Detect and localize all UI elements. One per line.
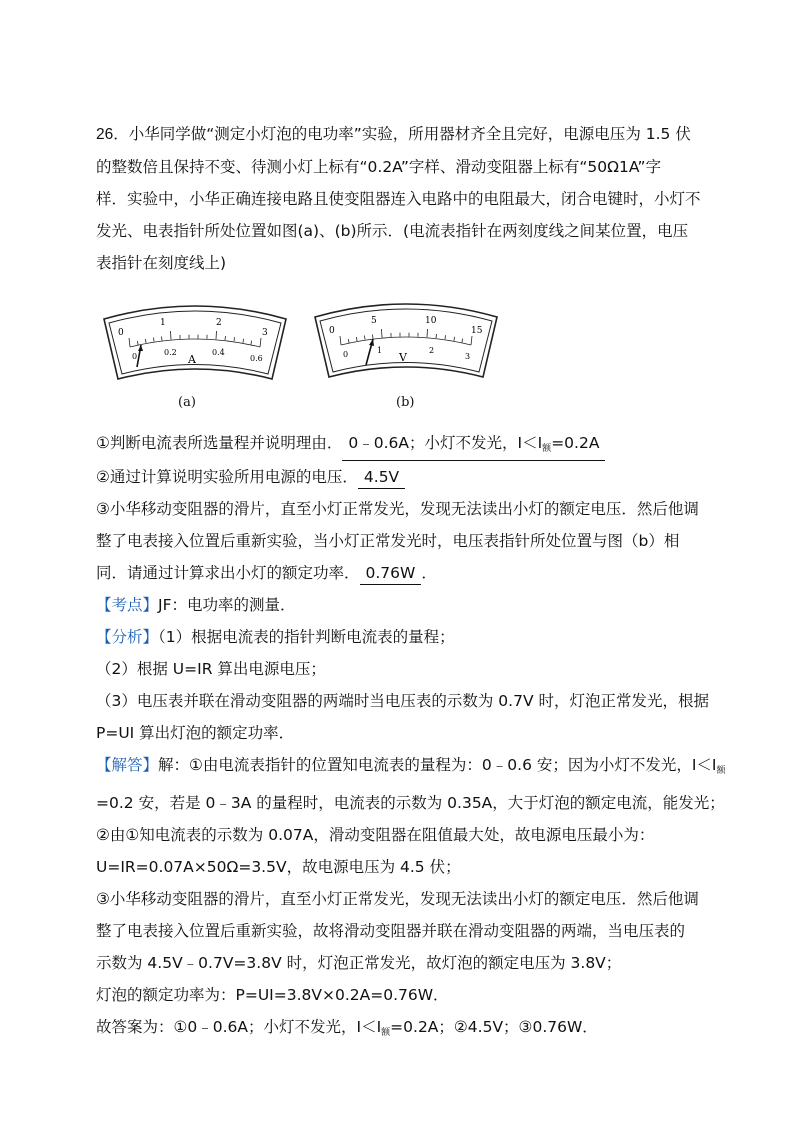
- ammeter-top-tick-0: 0: [118, 328, 124, 338]
- ammeter-top-tick-2: 2: [216, 318, 222, 328]
- answer-blank-1: 0﹣0.6A；小灯不发光，$I<I_额=0.2A$: [342, 432, 605, 461]
- ammeter-scale-ticks: [129, 331, 261, 347]
- figure-b-caption: (b): [396, 395, 415, 410]
- jieda-line-5: ③小华移动变阻器的滑片，直至小灯正常发光，发现无法读出小灯的额定电压．然后他调: [96, 890, 699, 908]
- kaodian-tag: 【考点】: [96, 596, 159, 614]
- question-line-5: 表指针在刻度线上): [96, 254, 227, 272]
- kaodian-section: 【考点】JF：电功率的测量．: [96, 596, 296, 614]
- meter-figures: [96, 301, 708, 419]
- question-number: 26: [96, 126, 114, 143]
- ammeter-bottom-tick-1: 0.2: [164, 348, 177, 357]
- sub-question-3-line-1: ③小华移动变阻器的滑片，直至小灯正常发光，发现无法读出小灯的额定电压．然后他调: [96, 500, 699, 518]
- voltmeter-scale-ticks: [340, 329, 472, 345]
- question-line-4: 发光、电表指针所处位置如图(a)、(b)所示．(电流表指针在两刻度线之间某位置，电压: [96, 222, 689, 240]
- voltmeter-top-tick-1: 5: [371, 316, 377, 326]
- voltmeter-unit-label: V: [399, 351, 407, 364]
- sub-question-3-line-3: 同．请通过计算求出小灯的额定功率． 0.76W ．: [96, 557, 708, 589]
- question-stem: [96, 118, 708, 279]
- ammeter-figure: [100, 301, 290, 391]
- voltmeter-bottom-tick-3: 3: [465, 352, 471, 361]
- fenxi-line-1: 【分析】（1）根据电流表的指针判断电流表的量程；: [96, 628, 455, 646]
- jieda-line-6: 整了电表接入位置后重新实验，故将滑动变阻器并联在滑动变阻器的两端，当电压表的: [96, 922, 686, 940]
- voltmeter-figure: [311, 301, 501, 391]
- jieda-tag: 【解答】: [96, 756, 159, 774]
- question-line-3: 样．实验中，小华正确连接电路且使变阻器连入电路中的电阻最大，闭合电键时，小灯不: [96, 190, 701, 208]
- voltmeter-top-tick-3: 15: [471, 326, 483, 336]
- figure-a-caption: (a): [178, 395, 196, 410]
- fenxi-line-4: P=UI 算出灯泡的额定功率．: [96, 724, 295, 742]
- jieda-line-1: 【解答】解：①由电流表指针的位置知电流表的量程为：0﹣0.6 安；因为小灯不发光，$I<I_额$: [96, 756, 726, 776]
- jieda-line-2: =0.2 安，若是 0﹣3A 的量程时，电流表的示数为 0.35A，大于灯泡的额定电流，能发光；: [96, 794, 725, 812]
- answer-blank-2: 4.5V: [358, 466, 405, 489]
- final-answer: 故答案为：①0﹣0.6A；小灯不发光，$I<I_额=0.2A$；②4.5V；③0.76W．: [96, 1018, 598, 1038]
- sub-question-2: ②通过计算说明实验所用电源的电压． 4.5V: [96, 461, 708, 493]
- voltmeter-top-tick-0: 0: [329, 326, 335, 336]
- ammeter-top-tick-1: 1: [160, 318, 166, 328]
- document-page: [96, 118, 726, 1049]
- sub-question-3-line-2: 整了电表接入位置后重新实验，当小灯正常发光时，电压表指针所处位置与图（b）相: [96, 532, 680, 550]
- question-line-1: 26．小华同学做“测定小灯泡的电功率”实验，所用器材齐全且完好，电源电压为 1.5 伏: [96, 125, 691, 143]
- jieda-line-8: 灯泡的额定功率为：P=UI=3.8V×0.2A=0.76W．: [96, 986, 449, 1004]
- fenxi-line-2: （2）根据 U=IR 算出电源电压；: [96, 660, 326, 678]
- ammeter-bottom-tick-2: 0.4: [212, 348, 225, 357]
- ammeter-bottom-tick-3: 0.6: [250, 354, 263, 363]
- jieda-line-3: ②由①知电流表的示数为 0.07A，滑动变阻器在阻值最大处，故电源电压最小为：: [96, 826, 655, 844]
- ammeter-bottom-tick-0: 0: [132, 352, 138, 361]
- voltmeter-bottom-tick-0: 0: [343, 350, 349, 359]
- fenxi-line-3: （3）电压表并联在滑动变阻器的两端时当电压表的示数为 0.7V 时，灯泡正常发光，根据: [96, 692, 709, 710]
- ammeter-unit-label: A: [188, 353, 196, 366]
- fenxi-tag: 【分析】: [96, 628, 159, 646]
- voltmeter-bottom-tick-2: 2: [429, 346, 435, 355]
- question-line-2: 的整数倍且保持不变、待测小灯上标有“0.2A”字样、滑动变阻器上标有“50Ω1A”字: [96, 158, 662, 176]
- jieda-line-7: 示数为 4.5V﹣0.7V=3.8V 时，灯泡正常发光，故灯泡的额定电压为 3.8V；: [96, 954, 622, 972]
- jieda-line-4: U=IR=0.07A×50Ω=3.5V，故电源电压为 4.5 伏；: [96, 858, 461, 876]
- voltmeter-top-tick-2: 10: [425, 316, 437, 326]
- ammeter-top-tick-3: 3: [262, 328, 268, 338]
- voltmeter-bottom-tick-1: 1: [377, 346, 383, 355]
- sub-question-1: ①判断电流表所选量程并说明理由． 0﹣0.6A；小灯不发光，$I<I_额=0.2A$: [96, 427, 708, 461]
- answer-blank-3: 0.76W: [360, 562, 422, 585]
